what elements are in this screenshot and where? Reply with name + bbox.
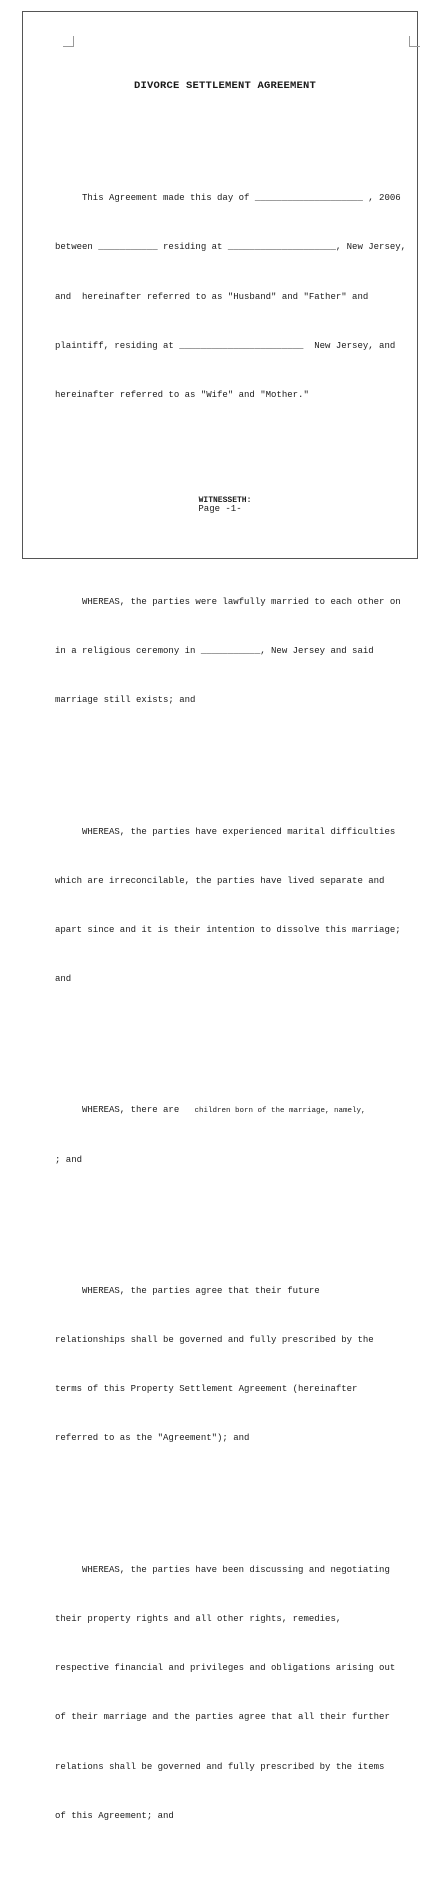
paragraph-line: of this Agreement; and: [55, 1810, 174, 1821]
paragraph-line: marriage still exists; and: [55, 695, 196, 706]
intro-line: plaintiff, residing at _______________________ New Jersey, and: [55, 340, 396, 351]
whereas-paragraph-2: [55, 791, 401, 1021]
intro-line: This Agreement made this day of ____________________ , 2006: [55, 193, 401, 204]
intro-paragraph: [55, 157, 407, 436]
intro-line: and hereinafter referred to as "Husband" and "Father" and: [55, 291, 369, 302]
paragraph-line: relations shall be governed and fully prescribed by the items: [55, 1761, 385, 1772]
paragraph-line: apart since and it is their intention to dissolve this marriage;: [55, 924, 401, 935]
paragraph-line: of their marriage and the parties agree that all their further: [55, 1712, 390, 1723]
paragraph-line: WHEREAS, the parties have experienced marital difficulties: [55, 826, 396, 837]
whereas-paragraph-5: [55, 1529, 395, 1857]
document-page: [22, 11, 418, 1821]
paragraph-line: relationships shall be governed and fully prescribed by the: [55, 1335, 374, 1346]
paragraph-line: and: [55, 974, 72, 985]
paragraph-line: in a religious ceremony in ___________, New Jersey and said: [55, 646, 374, 657]
paragraph-line: their property rights and all other rights, remedies,: [55, 1613, 342, 1624]
document-title: DIVORCE SETTLEMENT AGREEMENT: [133, 79, 317, 92]
paragraph-line: terms of this Property Settlement Agreement (hereinafter: [55, 1384, 358, 1395]
paragraph-line: WHEREAS, the parties were lawfully married to each other on: [55, 596, 401, 607]
paragraph-line: referred to as the "Agreement"); and: [55, 1433, 250, 1444]
crop-mark-top-right: [409, 36, 420, 47]
paragraph-text: WHEREAS, there are: [55, 1105, 191, 1116]
witnesseth-heading: WITNESSETH:: [198, 496, 252, 506]
page-number: Page -1-: [198, 504, 242, 514]
document-body: [55, 45, 407, 1890]
paragraph-line: which are irreconcilable, the parties have lived separate and: [55, 875, 385, 886]
paragraph-line: [55, 1102, 395, 1118]
whereas-paragraph-4: [55, 1250, 395, 1480]
paragraph-line: respective financial and privileges and obligations arising out: [55, 1663, 396, 1674]
paragraph-line: WHEREAS, the parties have been discussing and negotiating: [55, 1564, 390, 1575]
paragraph-line: ; and: [55, 1154, 83, 1165]
intro-line: hereinafter referred to as "Wife" and "Mother.": [55, 390, 309, 401]
intro-line: between ___________ residing at ____________________, New Jersey,: [55, 242, 407, 253]
paragraph-text-small: children born of the marriage, namely,: [190, 1107, 366, 1116]
whereas-paragraph-1: [55, 561, 401, 741]
paragraph-line: WHEREAS, the parties agree that their future: [55, 1285, 320, 1296]
whereas-paragraph-3: [55, 1070, 395, 1201]
